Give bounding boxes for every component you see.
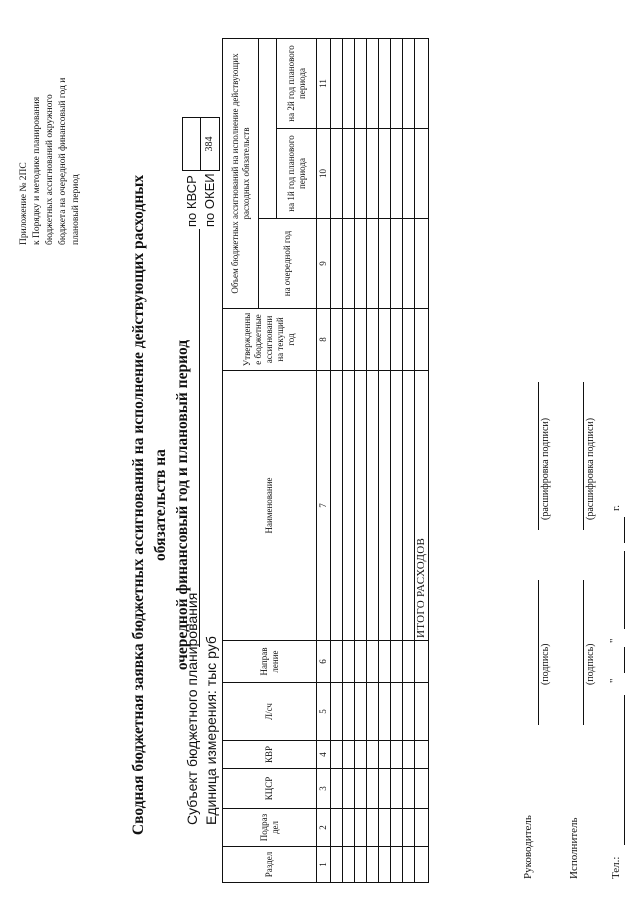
date-year-line xyxy=(624,517,625,543)
ispolnitel-podpis-caption: (подпись) xyxy=(585,643,596,685)
rukovoditel-rasshifrovka-caption: (расшифровка подписи) xyxy=(540,417,551,520)
tel-line xyxy=(624,695,625,845)
header-plan1: на 1й год планового периода xyxy=(277,129,317,219)
okei-label: по ОКЕИ xyxy=(202,173,217,227)
column-number: 2 xyxy=(317,809,331,847)
subject-label: Субъект бюджетного планирования xyxy=(184,592,200,825)
unit-label: Единица измерения: тыс руб xyxy=(203,636,219,825)
table-row xyxy=(343,38,355,882)
appendix-line: к Порядку и методике планирования xyxy=(32,96,42,245)
table-row xyxy=(367,38,379,882)
rukovoditel-label: Руководитель xyxy=(522,815,534,879)
subject-field-line xyxy=(199,229,200,647)
rukovoditel-signature-line xyxy=(538,580,539,725)
column-number-row xyxy=(317,38,331,882)
header-napravlenie: Направ ление xyxy=(223,641,317,683)
header-ochered: на очередной год xyxy=(259,219,317,309)
column-number: 6 xyxy=(317,641,331,683)
date-month-line xyxy=(624,551,625,629)
column-number: 7 xyxy=(317,371,331,641)
appendix-line: плановый период xyxy=(71,174,81,245)
table-row xyxy=(403,38,415,882)
rukovoditel-rasshifrovka-line xyxy=(538,382,539,530)
ispolnitel-rasshifrovka-line xyxy=(583,382,584,530)
table-row xyxy=(355,38,367,882)
ispolnitel-label: Исполнитель xyxy=(568,817,580,879)
tel-label: Тел.: xyxy=(610,856,622,879)
date-quote-open: " xyxy=(608,678,620,683)
total-label: ИТОГО РАСХОДОВ xyxy=(415,371,429,641)
header-row-1 xyxy=(223,38,259,882)
kvsr-value xyxy=(183,118,201,170)
year-suffix: г. xyxy=(610,504,622,511)
header-spacer xyxy=(259,38,277,218)
column-number: 11 xyxy=(317,38,331,128)
table-row xyxy=(391,38,403,882)
appendix-line: бюджета на очередной финансовый год и xyxy=(58,77,68,245)
title-line-1: Сводная бюджетная заявка бюджетных ассигнований на исполнение действующих расходных обязательств на xyxy=(130,174,169,836)
column-number: 10 xyxy=(317,129,331,219)
total-row xyxy=(415,38,429,882)
header-plan2: на 2й год планового периода xyxy=(277,38,317,128)
budget-table xyxy=(222,38,429,883)
ispolnitel-rasshifrovka-caption: (расшифровка подписи) xyxy=(585,417,596,520)
header-razdel: Раздел xyxy=(223,847,317,883)
ispolnitel-signature-line xyxy=(583,580,584,725)
kvsr-label: по КВСР xyxy=(184,175,199,227)
column-number: 8 xyxy=(317,309,331,371)
codes-box xyxy=(182,117,220,171)
title-line-2: очередной финансовый год и плановый период xyxy=(174,339,191,671)
appendix-note xyxy=(18,35,83,245)
table-row xyxy=(379,38,391,882)
date-day-line xyxy=(624,647,625,673)
header-kvr: КВР xyxy=(223,741,317,769)
column-number: 1 xyxy=(317,847,331,883)
header-naimenovanie: Наименование xyxy=(223,371,317,641)
header-lsch: Л/сч xyxy=(223,683,317,741)
okei-value: 384 xyxy=(204,136,215,152)
column-number: 5 xyxy=(317,683,331,741)
date-quote-close: " xyxy=(608,638,620,643)
rukovoditel-podpis-caption: (подпись) xyxy=(540,643,551,685)
column-number: 4 xyxy=(317,741,331,769)
column-number: 9 xyxy=(317,219,331,309)
column-number: 3 xyxy=(317,769,331,809)
appendix-line: Приложение № 2ПС xyxy=(19,162,29,245)
header-utverzhdennye: Утвержденны е бюджетные ассигновани на текущий год xyxy=(223,309,317,371)
appendix-line: бюджетных ассигнований окружного xyxy=(45,94,55,245)
header-obem: Объем бюджетных ассигнований на исполнение действующих расходных обязательств xyxy=(223,38,259,308)
header-kcsr: КЦСР xyxy=(223,769,317,809)
header-podrazdel: Подраз дел xyxy=(223,809,317,847)
table-row xyxy=(331,38,343,882)
